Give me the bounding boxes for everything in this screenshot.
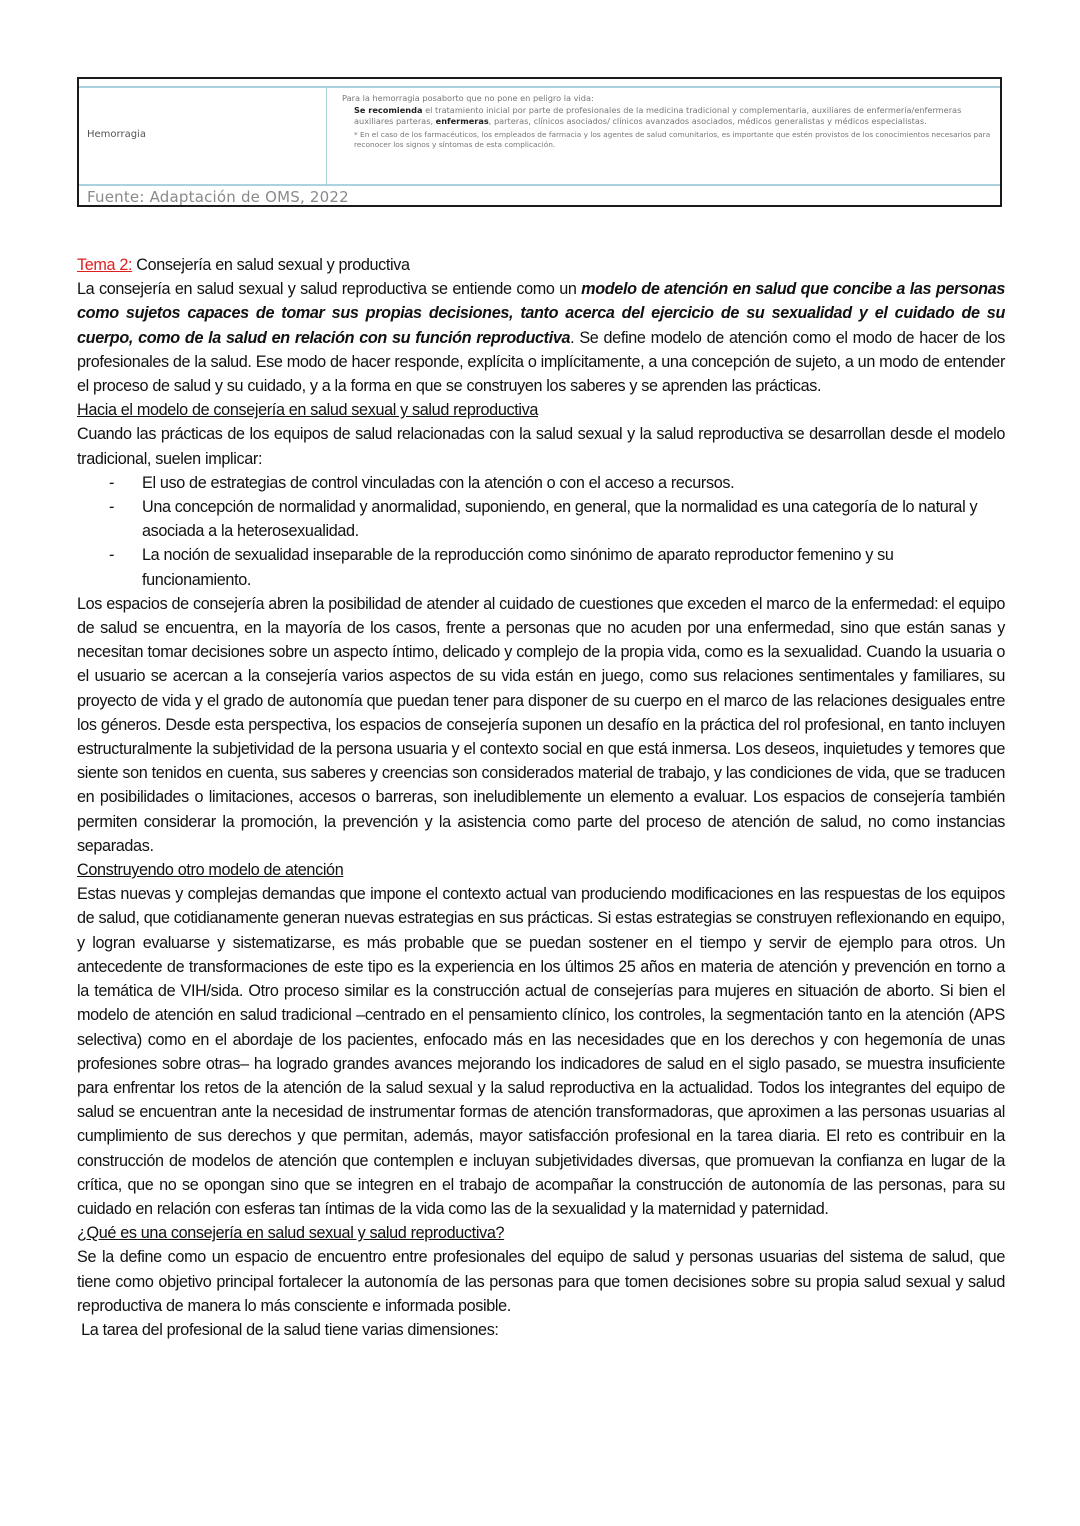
recommendation-bold: Se recomienda — [354, 105, 423, 115]
table-note: * En el caso de los farmacéuticos, los empleados de farmacia y los agentes de salud comunitarios, es importante que estén provistos de los conocimientos necesarios para reconocer los signos y síntomas de esta complicación. — [354, 130, 991, 149]
table-intro: Para la hemorragia posaborto que no pone en peligro la vida: — [342, 93, 594, 103]
list-item-text: Una concepción de normalidad y anormalidad, suponiendo, en general, que la normalidad es una categoría de lo natural y asociada a la heterosexualidad. — [142, 498, 978, 541]
table-figure — [77, 77, 1002, 207]
section-2-heading: Construyendo otro modelo de atención — [77, 861, 344, 880]
section-3-heading: ¿Qué es una consejería en salud sexual y salud reproductiva? — [77, 1224, 505, 1243]
intro-paragraph — [77, 277, 1005, 398]
dash-bullet: - — [109, 498, 115, 517]
section-3-closing: La tarea del profesional de la salud tiene varias dimensiones: — [77, 1320, 499, 1339]
section-1-heading: Hacia el modelo de consejería en salud sexual y salud reproductiva — [77, 401, 539, 420]
list-item-text: La noción de sexualidad inseparable de la reproducción como sinónimo de aparato reproductor femenino y su funcionamiento. — [142, 546, 894, 589]
list-item — [77, 543, 1005, 591]
table-divider-vertical — [326, 88, 327, 184]
intro-text-2: . Se define modelo de atención como el modo de hacer de los profesionales de la salud. Ese modo de hacer responde, explícita o implícitamente, a una concepción de sujeto, a un modo de entender el proceso de salud y su cuidado, y a la forma en que se construyen los saberes y se aprenden las prácticas. — [77, 328, 1006, 396]
section-1-paragraph: Los espacios de consejería abren la posibilidad de atender al cuidado de cuestiones que exceden el marco de la enfermedad: el equipo de salud se encuentra, en la mayoría de los casos, frente a personas que no acuden por una enfermedad, sino que están sanas y necesitan tomar decisiones sobre un aspecto íntimo, delicado y complejo de la propia vida, como es la sexualidad. Cuando la usuaria o el usuario se acercan a la consejería varios aspectos de su vida están en juego, como sus relaciones sentimentales y familiares, su proyecto de vida y el grado de autonomía que puedan tener para disponer de su cuerpo en el marco de las relaciones desiguales entre los géneros. Desde esta perspectiva, los espacios de consejería suponen un desafío en la práctica del rol profesional, en tanto incluyen estructuralmente la subjetividad de la persona usuaria y el contexto social en que está inmersa. Los deseos, inquietudes y temores que siente son tenidos en cuenta, sus saberes y creencias son considerados material de trabajo, y las condiciones de vida, que se traducen en posibilidades o limitaciones, accesos o barreras, son ineludiblemente un elemento a evaluar. Los espacios de consejería también permiten considerar la promoción, la prevención y la asistencia como parte del proceso de atención de salud, no como instancias separadas. — [77, 594, 1005, 855]
dash-bullet: - — [109, 546, 115, 565]
intro-emphasis: modelo de atención en salud que concibe a las personas como sujetos capaces de tomar sus propias decisiones, tanto acerca del ejercicio de su sexualidad y el cuidado de su cuerpo, como de la salud en relación con su función reproductiva — [77, 280, 1005, 347]
document-body — [77, 253, 1005, 1342]
table-divider-top — [79, 86, 1000, 88]
section-3-paragraph: Se la define como un espacio de encuentro entre profesionales del equipo de salud y personas usuarias del sistema de salud, que tiene como objetivo principal fortalecer la autonomía de las personas para que tomen decisiones sobre su propia salud sexual y salud reproductiva de manera lo más consciente e informada posible. — [77, 1248, 1005, 1315]
topic-heading — [77, 253, 1005, 277]
table-row-label: Hemorragia — [87, 129, 146, 140]
recommendation-text-1: el tratamiento inicial por parte de profesionales de la medicina tradicional y complementaria, auxiliares de enfermería/enfermeras auxiliares parteras, — [354, 105, 962, 126]
list-item — [77, 471, 1005, 495]
recommendation-text-2: , parteras, clínicos asociados/ clínicos avanzados asociados, médicos generalistas y médicos especialistas. — [488, 116, 927, 126]
intro-text-1: La consejería en salud sexual y salud reproductiva se entiende como un — [77, 280, 582, 299]
table-source: Fuente: Adaptación de OMS, 2022 — [87, 188, 349, 206]
dash-bullet: - — [109, 473, 115, 492]
section-2-paragraph: Estas nuevas y complejas demandas que impone el contexto actual van produciendo modificaciones en las respuestas de los equipos de salud, que cotidianamente generan nuevas estrategias en sus prácticas. Si estas estrategias se construyen reflexionando en equipo, y logran evaluarse y sistematizarse, es más probable que se puedan sostener en el tiempo y servir de ejemplo para otros. Un antecedente de transformaciones de este tipo es la experiencia en los últimos 25 años en materia de atención y prevención en torno a la temática de VIH/sida. Otro proceso similar es la construcción actual de consejerías para mujeres en situación de aborto. Si bien el modelo de atención en salud tradicional –centrado en el pensamiento clínico, los controles, la segmentación tanto en la atención (APS selectiva) como en el abordaje de los pacientes, enfocado más en las necesidades que en los derechos y con hegemonía de unas profesiones sobre otras– ha logrado grandes avances mejorando los indicadores de salud en el siglo pasado, se muestra insuficiente para enfrentar los retos de la atención de la salud sexual y la salud reproductiva en la actualidad. Todos los integrantes del equipo de salud se encuentran ante la necesidad de instrumentar formas de atención transformadoras, que aproximen a las personas usuarias al cumplimiento de sus derechos y que permitan, además, mayor satisfacción profesional en la tarea diaria. El reto es contribuir en la construcción de modelos de atención que contemplen e incluyan subjetividades diversas, que promuevan la confianza en lugar de la crítica, que no se opongan sino que se integren en el trabajo de acompañar la construcción de autonomía de las personas, para su cuidado en relación con esferas tan íntimas de la vida como las de la sexualidad y la maternidad y paternidad. — [77, 885, 1006, 1218]
table-row-content — [342, 93, 992, 150]
topic-label: Tema 2: — [77, 256, 133, 274]
list-item — [77, 495, 1005, 543]
list-item-text: El uso de estrategias de control vinculadas con la atención o con el acceso a recursos. — [142, 473, 735, 492]
recommendation-bold-2: enfermeras — [435, 116, 489, 126]
table-divider-bottom — [79, 184, 1000, 186]
section-1-lead: Cuando las prácticas de los equipos de salud relacionadas con la salud sexual y la salud reproductiva se desarrollan desde el modelo tradicional, suelen implicar: — [77, 425, 1005, 468]
section-1-list — [77, 471, 1005, 592]
topic-title: Consejería en salud sexual y productiva — [132, 256, 410, 274]
table-recommendation — [354, 105, 992, 127]
